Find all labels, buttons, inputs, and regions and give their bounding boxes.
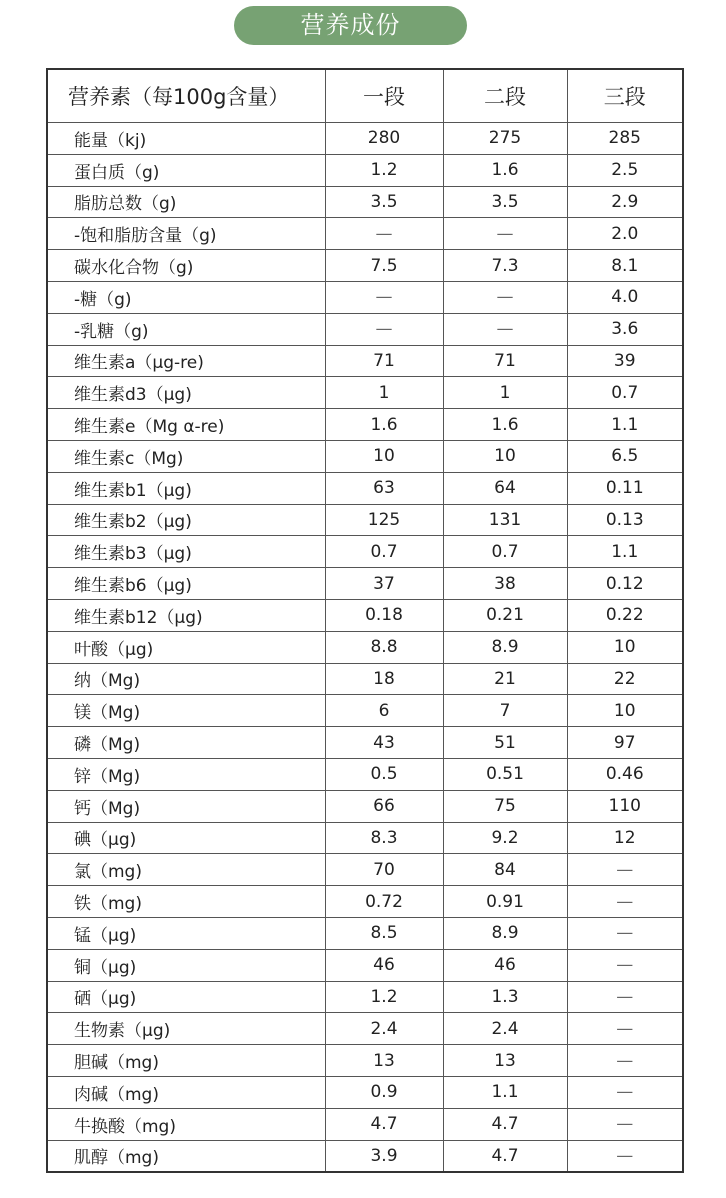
stage-2-value-cell: 1 bbox=[443, 377, 567, 409]
stage-2-value-cell: 0.91 bbox=[443, 886, 567, 918]
stage-3-value-cell: — bbox=[567, 886, 683, 918]
table-row bbox=[47, 313, 683, 345]
table-row bbox=[47, 472, 683, 504]
stage-1-value-cell: 1.6 bbox=[325, 409, 443, 441]
stage-2-value-cell: 64 bbox=[443, 472, 567, 504]
nutrient-name-cell: 锌（Mg) bbox=[47, 758, 325, 790]
stage-2-value-cell: 10 bbox=[443, 440, 567, 472]
stage-2-value-cell: 7.3 bbox=[443, 250, 567, 282]
column-header-stage-2: 二段 bbox=[443, 69, 567, 123]
stage-2-value-cell: 1.6 bbox=[443, 409, 567, 441]
stage-1-value-cell: 1.2 bbox=[325, 154, 443, 186]
nutrient-name-cell: 氯（mg) bbox=[47, 854, 325, 886]
stage-1-value-cell: 3.5 bbox=[325, 186, 443, 218]
nutrient-name-cell: 维生素c（Mg) bbox=[47, 440, 325, 472]
nutrient-name-cell: 铜（μg) bbox=[47, 949, 325, 981]
stage-3-value-cell: — bbox=[567, 1108, 683, 1140]
table-row bbox=[47, 599, 683, 631]
nutrient-name-cell: 蛋白质（g) bbox=[47, 154, 325, 186]
table-row bbox=[47, 663, 683, 695]
stage-1-value-cell: 3.9 bbox=[325, 1140, 443, 1172]
nutrient-name-cell: 维生素d3（μg) bbox=[47, 377, 325, 409]
stage-2-value-cell: 4.7 bbox=[443, 1108, 567, 1140]
table-row bbox=[47, 790, 683, 822]
stage-3-value-cell: 10 bbox=[567, 631, 683, 663]
stage-1-value-cell: 1.2 bbox=[325, 981, 443, 1013]
table-row bbox=[47, 504, 683, 536]
table-row bbox=[47, 440, 683, 472]
stage-2-value-cell: 0.21 bbox=[443, 599, 567, 631]
stage-3-value-cell: 0.46 bbox=[567, 758, 683, 790]
table-body bbox=[47, 123, 683, 1173]
stage-3-value-cell: 2.0 bbox=[567, 218, 683, 250]
nutrient-name-cell: 铁（mg) bbox=[47, 886, 325, 918]
stage-2-value-cell: — bbox=[443, 218, 567, 250]
stage-2-value-cell: 1.1 bbox=[443, 1076, 567, 1108]
stage-2-value-cell: 8.9 bbox=[443, 631, 567, 663]
stage-1-value-cell: — bbox=[325, 281, 443, 313]
stage-3-value-cell: 2.9 bbox=[567, 186, 683, 218]
stage-3-value-cell: 0.22 bbox=[567, 599, 683, 631]
table-header-row bbox=[47, 69, 683, 123]
stage-3-value-cell: 10 bbox=[567, 695, 683, 727]
stage-1-value-cell: 6 bbox=[325, 695, 443, 727]
nutrient-name-cell: 镁（Mg) bbox=[47, 695, 325, 727]
column-header-stage-1: 一段 bbox=[325, 69, 443, 123]
stage-3-value-cell: 12 bbox=[567, 822, 683, 854]
stage-1-value-cell: 2.4 bbox=[325, 1013, 443, 1045]
stage-2-value-cell: 3.5 bbox=[443, 186, 567, 218]
nutrient-name-cell: 钙（Mg) bbox=[47, 790, 325, 822]
stage-1-value-cell: 13 bbox=[325, 1045, 443, 1077]
stage-2-value-cell: 46 bbox=[443, 949, 567, 981]
nutrient-name-cell: 碳水化合物（g) bbox=[47, 250, 325, 282]
stage-3-value-cell: 1.1 bbox=[567, 409, 683, 441]
stage-1-value-cell: 4.7 bbox=[325, 1108, 443, 1140]
stage-2-value-cell: 0.7 bbox=[443, 536, 567, 568]
page-title: 营养成份 bbox=[234, 6, 467, 45]
table-row bbox=[47, 536, 683, 568]
stage-3-value-cell: 6.5 bbox=[567, 440, 683, 472]
stage-1-value-cell: 8.3 bbox=[325, 822, 443, 854]
nutrient-name-cell: 能量（kj) bbox=[47, 123, 325, 155]
stage-2-value-cell: — bbox=[443, 313, 567, 345]
stage-1-value-cell: 63 bbox=[325, 472, 443, 504]
stage-2-value-cell: 4.7 bbox=[443, 1140, 567, 1172]
stage-1-value-cell: 280 bbox=[325, 123, 443, 155]
stage-3-value-cell: — bbox=[567, 1045, 683, 1077]
stage-1-value-cell: 71 bbox=[325, 345, 443, 377]
nutrient-name-cell: 锰（μg) bbox=[47, 917, 325, 949]
stage-1-value-cell: 0.7 bbox=[325, 536, 443, 568]
stage-1-value-cell: 37 bbox=[325, 568, 443, 600]
table-row bbox=[47, 631, 683, 663]
stage-1-value-cell: 18 bbox=[325, 663, 443, 695]
nutrient-name-cell: 维生素b6（μg) bbox=[47, 568, 325, 600]
nutrient-name-cell: 肌醇（mg) bbox=[47, 1140, 325, 1172]
stage-2-value-cell: 38 bbox=[443, 568, 567, 600]
nutrient-name-cell: 脂肪总数（g) bbox=[47, 186, 325, 218]
table-row bbox=[47, 1045, 683, 1077]
nutrition-table bbox=[46, 68, 684, 1173]
nutrient-name-cell: 磷（Mg) bbox=[47, 727, 325, 759]
stage-3-value-cell: 3.6 bbox=[567, 313, 683, 345]
stage-1-value-cell: 0.72 bbox=[325, 886, 443, 918]
stage-2-value-cell: 1.3 bbox=[443, 981, 567, 1013]
stage-2-value-cell: 275 bbox=[443, 123, 567, 155]
stage-2-value-cell: 1.6 bbox=[443, 154, 567, 186]
table-row bbox=[47, 1013, 683, 1045]
table-row bbox=[47, 695, 683, 727]
stage-2-value-cell: 75 bbox=[443, 790, 567, 822]
table-row bbox=[47, 1108, 683, 1140]
column-header-stage-3: 三段 bbox=[567, 69, 683, 123]
table-row bbox=[47, 727, 683, 759]
nutrient-name-cell: 生物素（μg) bbox=[47, 1013, 325, 1045]
stage-3-value-cell: — bbox=[567, 981, 683, 1013]
stage-1-value-cell: 8.8 bbox=[325, 631, 443, 663]
table-row bbox=[47, 218, 683, 250]
stage-3-value-cell: 4.0 bbox=[567, 281, 683, 313]
nutrient-name-cell: 牛换酸（mg) bbox=[47, 1108, 325, 1140]
stage-2-value-cell: 9.2 bbox=[443, 822, 567, 854]
stage-3-value-cell: 22 bbox=[567, 663, 683, 695]
stage-3-value-cell: 2.5 bbox=[567, 154, 683, 186]
stage-3-value-cell: 110 bbox=[567, 790, 683, 822]
nutrient-name-cell: 维生素a（μg-re) bbox=[47, 345, 325, 377]
stage-2-value-cell: 21 bbox=[443, 663, 567, 695]
nutrient-name-cell: -乳糖（g) bbox=[47, 313, 325, 345]
nutrient-name-cell: 碘（μg) bbox=[47, 822, 325, 854]
stage-2-value-cell: 0.51 bbox=[443, 758, 567, 790]
table-row bbox=[47, 154, 683, 186]
stage-1-value-cell: 0.9 bbox=[325, 1076, 443, 1108]
table-row bbox=[47, 186, 683, 218]
stage-1-value-cell: 0.18 bbox=[325, 599, 443, 631]
table-row bbox=[47, 123, 683, 155]
stage-3-value-cell: 285 bbox=[567, 123, 683, 155]
stage-1-value-cell: 10 bbox=[325, 440, 443, 472]
stage-3-value-cell: — bbox=[567, 917, 683, 949]
stage-2-value-cell: 84 bbox=[443, 854, 567, 886]
table-row bbox=[47, 917, 683, 949]
stage-1-value-cell: 66 bbox=[325, 790, 443, 822]
table-row bbox=[47, 758, 683, 790]
stage-1-value-cell: 46 bbox=[325, 949, 443, 981]
stage-3-value-cell: 0.13 bbox=[567, 504, 683, 536]
nutrient-name-cell: 胆碱（mg) bbox=[47, 1045, 325, 1077]
table-row bbox=[47, 949, 683, 981]
nutrient-name-cell: 维生素b12（μg) bbox=[47, 599, 325, 631]
stage-1-value-cell: 125 bbox=[325, 504, 443, 536]
table-row bbox=[47, 886, 683, 918]
stage-3-value-cell: 8.1 bbox=[567, 250, 683, 282]
stage-1-value-cell: 0.5 bbox=[325, 758, 443, 790]
stage-2-value-cell: 131 bbox=[443, 504, 567, 536]
stage-2-value-cell: 51 bbox=[443, 727, 567, 759]
stage-2-value-cell: 7 bbox=[443, 695, 567, 727]
stage-3-value-cell: 39 bbox=[567, 345, 683, 377]
nutrient-name-cell: -糖（g) bbox=[47, 281, 325, 313]
stage-2-value-cell: 2.4 bbox=[443, 1013, 567, 1045]
stage-3-value-cell: 1.1 bbox=[567, 536, 683, 568]
table-row bbox=[47, 1076, 683, 1108]
stage-3-value-cell: 97 bbox=[567, 727, 683, 759]
stage-2-value-cell: 8.9 bbox=[443, 917, 567, 949]
table-row bbox=[47, 377, 683, 409]
table-row bbox=[47, 981, 683, 1013]
nutrient-name-cell: 维生素b3（μg) bbox=[47, 536, 325, 568]
stage-1-value-cell: 70 bbox=[325, 854, 443, 886]
nutrient-name-cell: 维生素e（Mg α-re) bbox=[47, 409, 325, 441]
table-row bbox=[47, 250, 683, 282]
table-row bbox=[47, 568, 683, 600]
stage-1-value-cell: 7.5 bbox=[325, 250, 443, 282]
stage-3-value-cell: 0.12 bbox=[567, 568, 683, 600]
table-row bbox=[47, 345, 683, 377]
nutrient-name-cell: 叶酸（μg) bbox=[47, 631, 325, 663]
stage-2-value-cell: — bbox=[443, 281, 567, 313]
nutrient-name-cell: 维生素b2（μg) bbox=[47, 504, 325, 536]
stage-1-value-cell: 43 bbox=[325, 727, 443, 759]
column-header-nutrient: 营养素（每100g含量） bbox=[47, 69, 325, 123]
stage-3-value-cell: — bbox=[567, 1140, 683, 1172]
table-row bbox=[47, 409, 683, 441]
stage-3-value-cell: — bbox=[567, 854, 683, 886]
nutrient-name-cell: -饱和脂肪含量（g) bbox=[47, 218, 325, 250]
table-row bbox=[47, 854, 683, 886]
table-row bbox=[47, 281, 683, 313]
table-row bbox=[47, 822, 683, 854]
stage-1-value-cell: 8.5 bbox=[325, 917, 443, 949]
stage-3-value-cell: 0.7 bbox=[567, 377, 683, 409]
nutrient-name-cell: 维生素b1（μg) bbox=[47, 472, 325, 504]
stage-1-value-cell: — bbox=[325, 313, 443, 345]
stage-3-value-cell: — bbox=[567, 949, 683, 981]
stage-1-value-cell: — bbox=[325, 218, 443, 250]
table-row bbox=[47, 1140, 683, 1172]
nutrient-name-cell: 硒（μg) bbox=[47, 981, 325, 1013]
stage-2-value-cell: 13 bbox=[443, 1045, 567, 1077]
stage-1-value-cell: 1 bbox=[325, 377, 443, 409]
stage-3-value-cell: — bbox=[567, 1076, 683, 1108]
stage-3-value-cell: 0.11 bbox=[567, 472, 683, 504]
nutrient-name-cell: 肉碱（mg) bbox=[47, 1076, 325, 1108]
nutrient-name-cell: 纳（Mg) bbox=[47, 663, 325, 695]
stage-3-value-cell: — bbox=[567, 1013, 683, 1045]
stage-2-value-cell: 71 bbox=[443, 345, 567, 377]
